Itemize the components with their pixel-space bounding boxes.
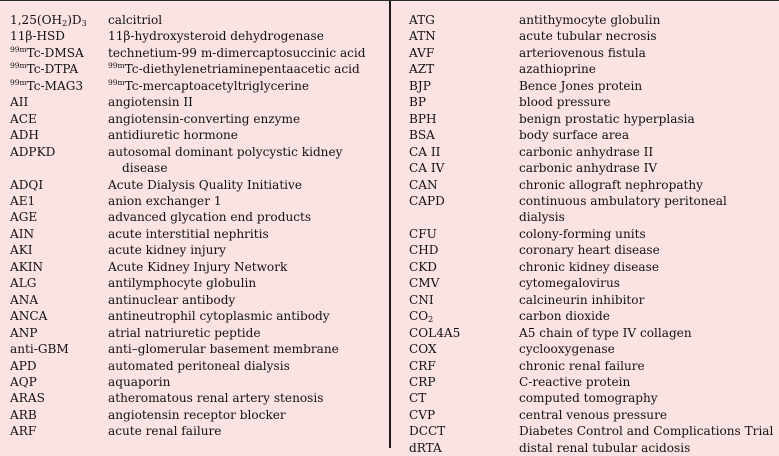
definition: $^{99m}$Tc-diethylenetriaminepentaacetic acid (108, 61, 360, 77)
table-row (409, 374, 775, 390)
table-row (409, 292, 775, 308)
abbreviation: COL4A5 (409, 325, 461, 340)
table-row (409, 144, 775, 160)
abbreviation: ACE (10, 111, 37, 126)
table-row (10, 127, 386, 143)
table-row (10, 325, 386, 341)
abbreviation: ATN (409, 29, 436, 44)
definition: antidiuretic hormone (108, 128, 238, 143)
abbreviation: ARB (10, 407, 37, 422)
abbreviation: AVF (409, 45, 435, 60)
table-row (10, 193, 386, 209)
table-row (10, 275, 386, 291)
table-row (10, 423, 386, 439)
definition: coronary heart disease (519, 243, 660, 258)
definition: carbonic anhydrase II (519, 144, 654, 159)
definition: atheromatous renal artery stenosis (108, 391, 324, 406)
table-row (10, 259, 386, 275)
table-row (10, 94, 386, 110)
abbreviation: anti-GBM (10, 342, 69, 357)
abbreviation: CA IV (409, 161, 445, 176)
table-row (409, 111, 775, 127)
table-row (10, 242, 386, 258)
table-row (10, 358, 386, 374)
definition: chronic kidney disease (519, 259, 660, 274)
abbreviation: $^{99m}$Tc-MAG3 (10, 77, 84, 93)
abbreviation: $CO_2$ (409, 309, 434, 325)
abbreviation: ATG (409, 13, 435, 27)
definition: colony-forming units (519, 226, 646, 241)
table-row (409, 440, 775, 456)
definition: acute tubular necrosis (519, 29, 657, 44)
table-row (409, 45, 775, 61)
abbreviation: BP (409, 95, 427, 110)
abbreviation: ADQI (10, 177, 44, 192)
definition: automated peritoneal dialysis (108, 358, 290, 373)
table-row (10, 177, 386, 193)
table-row (409, 177, 775, 193)
abbreviation: APD (10, 358, 37, 373)
definition: Bence Jones protein (519, 78, 643, 93)
table-row (409, 127, 775, 143)
abbreviation: AII (10, 95, 29, 110)
definition: angiotensin receptor blocker (108, 407, 286, 422)
table-row (409, 423, 775, 439)
definition: chronic allograft nephropathy (519, 177, 704, 192)
definition: aquaporin (108, 374, 171, 389)
definition: arteriovenous fistula (519, 45, 646, 60)
abbreviation: AKIN (10, 259, 44, 274)
definition: angiotensin-converting enzyme (108, 111, 301, 126)
definition: antinuclear antibody (108, 292, 236, 307)
table-row (10, 226, 386, 242)
definition: benign prostatic hyperplasia (519, 111, 695, 126)
abbreviation: ADH (10, 128, 39, 143)
table-row (10, 61, 386, 77)
abbreviation: BJP (409, 78, 431, 93)
abbreviation: ANA (10, 292, 39, 307)
abbreviation: CFU (409, 226, 437, 241)
definition: Diabetes Control and Complications Trial (519, 424, 774, 439)
definition: carbonic anhydrase IV (519, 161, 658, 176)
table-row (409, 28, 775, 44)
abbreviation: DCCT (409, 424, 446, 439)
table-row (10, 144, 386, 177)
definition: distal renal tubular acidosis (519, 440, 691, 455)
table-row (409, 341, 775, 357)
table-row (10, 209, 386, 225)
table-row (409, 308, 775, 324)
table-row (409, 407, 775, 423)
definition: computed tomography (519, 391, 658, 406)
table-row (10, 341, 386, 357)
table-row (409, 160, 775, 176)
abbreviation: $1,25(OH_2)D_3$ (10, 13, 87, 28)
table-row (10, 78, 386, 94)
table-row (409, 94, 775, 110)
abbreviation: dRTA (409, 440, 442, 455)
definition: Acute Kidney Injury Network (108, 259, 288, 274)
abbreviation: CRF (409, 358, 436, 373)
table-row (409, 358, 775, 374)
definition: blood pressure (519, 95, 611, 110)
table-row (10, 407, 386, 423)
table-row (409, 78, 775, 94)
table-row (409, 193, 775, 226)
definition: anion exchanger 1 (108, 193, 222, 208)
definition: antineutrophil cytoplasmic antibody (108, 309, 330, 324)
table-row (409, 242, 775, 258)
definition: Acute Dialysis Quality Initiative (108, 177, 303, 192)
table-row (409, 275, 775, 291)
abbreviation: 11β-HSD (10, 29, 65, 44)
abbreviation: CAN (409, 177, 438, 192)
abbreviation: ANCA (10, 309, 48, 324)
definition: $^{99m}$Tc-mercaptoacetyltriglycerine (108, 77, 310, 93)
table-row (10, 292, 386, 308)
abbreviation: CKD (409, 259, 437, 274)
definition: carbon dioxide (519, 309, 610, 324)
table-row (10, 28, 386, 44)
right-column (409, 12, 775, 456)
definition: acute renal failure (108, 424, 222, 439)
definition: body surface area (519, 128, 630, 143)
abbreviation: ANP (10, 325, 38, 340)
abbreviation: CVP (409, 407, 436, 422)
definition: 11β-hydroxysteroid dehydrogenase (108, 29, 324, 44)
abbreviation: CHD (409, 243, 439, 258)
definition: chronic renal failure (519, 358, 645, 373)
abbreviation: CRP (409, 374, 436, 389)
definition: calcitriol (108, 13, 163, 27)
definition: technetium-99 m-dimercaptosuccinic acid (108, 45, 366, 60)
abbreviation: AE1 (10, 193, 36, 208)
definition: acute interstitial nephritis (108, 226, 269, 241)
abbreviation: BSA (409, 128, 435, 143)
abbreviation: $^{99m}$Tc-DMSA (10, 44, 84, 60)
column-divider (389, 1, 391, 448)
definition: cyclooxygenase (519, 342, 615, 357)
table-row (10, 12, 386, 28)
definition: C-reactive protein (519, 374, 631, 389)
table-row (10, 111, 386, 127)
abbreviation: COX (409, 342, 437, 357)
table-row (10, 390, 386, 406)
abbreviation: CAPD (409, 193, 445, 208)
definition: acute kidney injury (108, 243, 227, 258)
definition: azathioprine (519, 62, 596, 77)
definition: calcineurin inhibitor (519, 292, 645, 307)
abbreviation: BPH (409, 111, 437, 126)
abbreviation: ARAS (10, 391, 45, 406)
abbreviation: CT (409, 391, 427, 406)
left-column (10, 12, 386, 440)
abbreviation: CMV (409, 276, 440, 291)
abbreviation: AQP (10, 374, 37, 389)
table-row (409, 259, 775, 275)
abbreviation: CA II (409, 144, 441, 159)
table-row (409, 12, 775, 28)
table-row (10, 45, 386, 61)
definition: advanced glycation end products (108, 210, 312, 225)
abbreviation: AKI (10, 243, 33, 258)
table-row (10, 308, 386, 324)
definition: atrial natriuretic peptide (108, 325, 261, 340)
table-row (409, 61, 775, 77)
abbreviation: CNI (409, 292, 434, 307)
table-row (409, 325, 775, 341)
abbreviation: ADPKD (10, 144, 56, 159)
definition: antithymocyte globulin (519, 13, 661, 27)
abbreviation: ARF (10, 424, 37, 439)
abbreviation: ALG (10, 276, 37, 291)
definition: angiotensin II (108, 95, 193, 110)
abbreviation: AGE (10, 210, 38, 225)
definition: antilymphocyte globulin (108, 276, 257, 291)
definition: anti–glomerular basement membrane (108, 342, 339, 357)
definition: A5 chain of type IV collagen (519, 325, 692, 340)
definition: autosomal dominant polycystic kidney disease (108, 144, 343, 176)
abbreviation: $^{99m}$Tc-DTPA (10, 61, 79, 77)
abbreviation: AZT (409, 62, 435, 77)
definition: central venous pressure (519, 407, 668, 422)
definition: continuous ambulatory peritoneal dialysis (519, 193, 727, 225)
table-row (409, 390, 775, 406)
table-row (10, 374, 386, 390)
definition: cytomegalovirus (519, 276, 620, 291)
abbreviation: AIN (10, 226, 35, 241)
table-row (409, 226, 775, 242)
